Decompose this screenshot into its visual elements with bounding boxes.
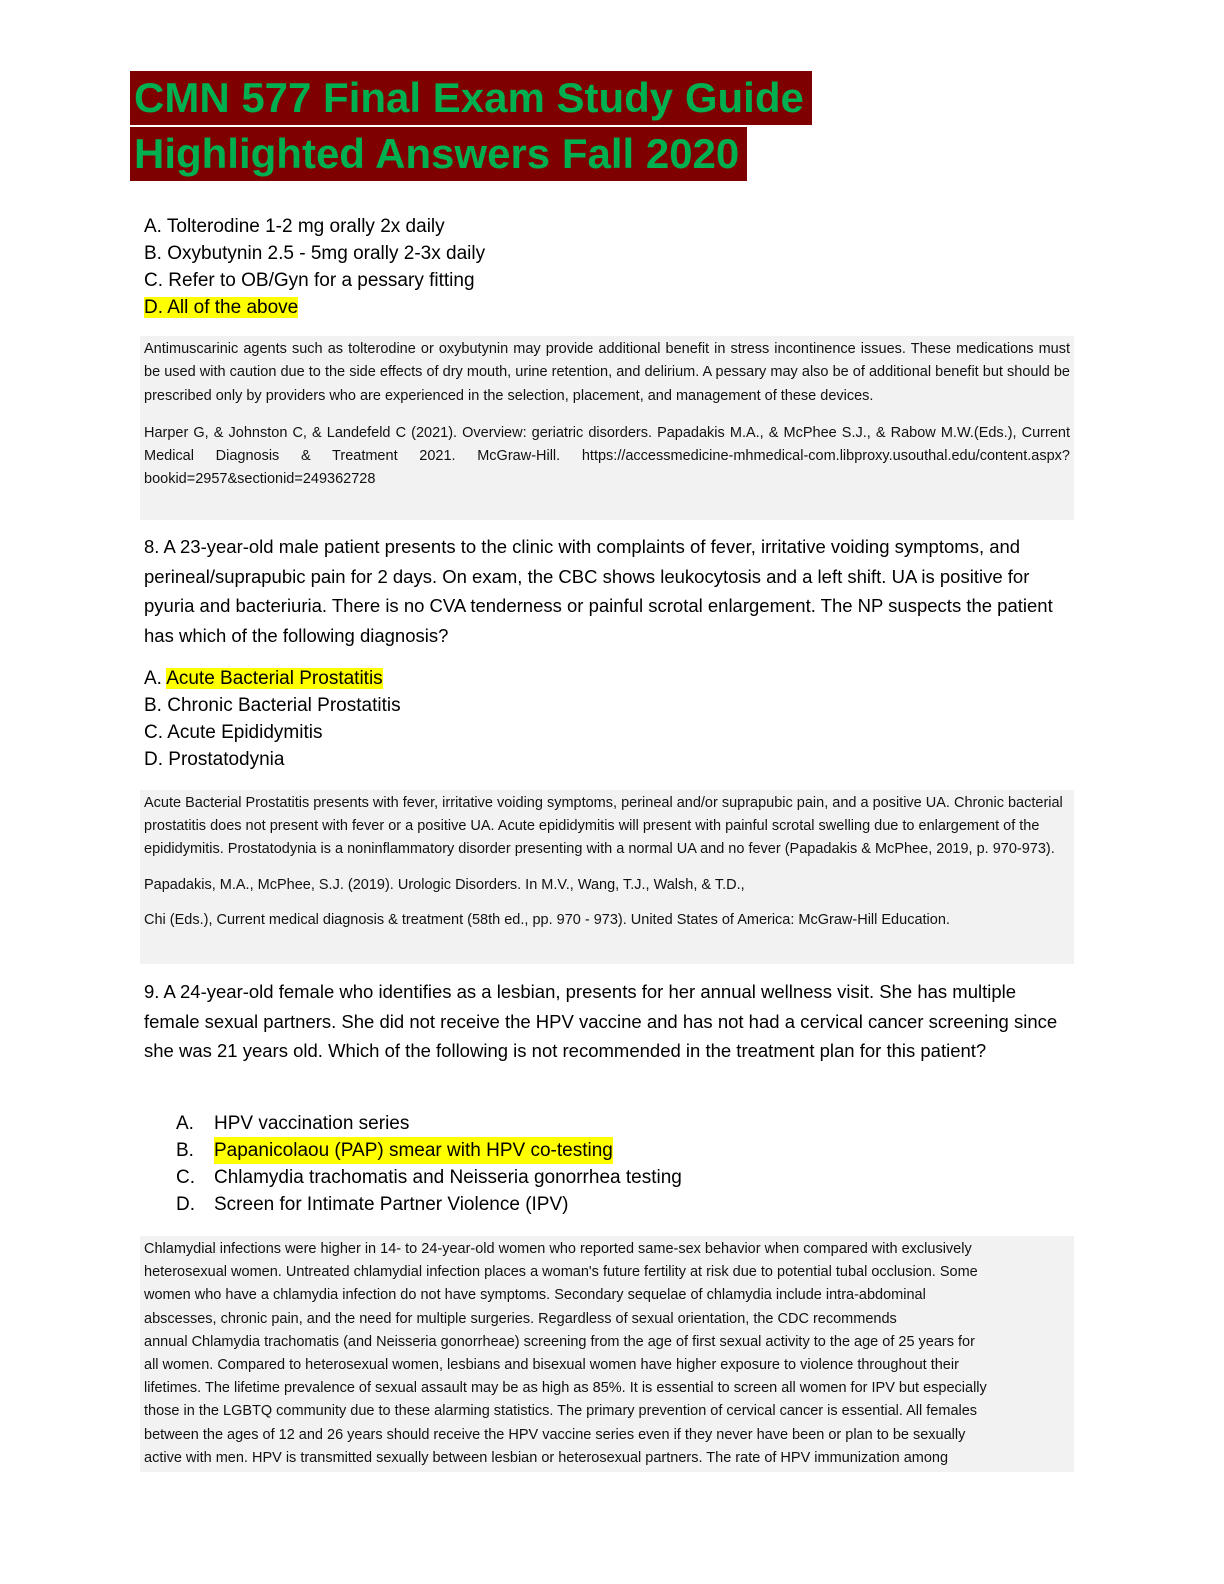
q9-explanation-line: all women. Compared to heterosexual women, lesbians and bisexual women have higher exposure to violence throughout their	[144, 1357, 959, 1374]
q8-options	[144, 665, 401, 773]
q7-options	[144, 213, 485, 321]
title-line-1: CMN 577 Final Exam Study Guide	[130, 71, 812, 125]
q9-explanation-line: between the ages of 12 and 26 years should receive the HPV vaccine series even if they never have been or plan to be sexually	[144, 1426, 966, 1443]
q9-option-b: B. Papanicolaou (PAP) smear with HPV co-testing	[176, 1137, 682, 1164]
q8-explanation-box	[140, 790, 1074, 964]
q9-question: 9. A 24-year-old female who identifies as a lesbian, presents for her annual wellness visit. She has multiple female sexual partners. She did not receive the HPV vaccine and has not had a cervical cancer screening since she was 21 years old. Which of the following is not recommended in the treatment plan for this patient?	[144, 981, 1058, 1061]
q9-option-c: C. Chlamydia trachomatis and Neisseria gonorrhea testing	[176, 1167, 682, 1188]
q9-options	[176, 1110, 682, 1218]
q9-option-d: D. Screen for Intimate Partner Violence (IPV)	[176, 1194, 569, 1215]
q7-explanation-box	[140, 336, 1074, 520]
q7-option-d-correct: D. All of the above	[144, 297, 299, 318]
q8-option-a-correct: Acute Bacterial Prostatitis	[166, 668, 383, 689]
q9-option-a: A. HPV vaccination series	[176, 1113, 410, 1134]
q9-explanation-box	[140, 1236, 1074, 1472]
title-line-2: Highlighted Answers Fall 2020	[130, 127, 747, 181]
q9-explanation-line: Chlamydial infections were higher in 14- to 24-year-old women who reported same-sex behavior when compared with exclusively	[144, 1241, 972, 1257]
q7-explanation: Antimuscarinic agents such as tolterodine or oxybutynin may provide additional benefit in stress incontinence issues. These medications must be used with caution due to the side effects of dry mouth, urine retention, and delirium. A pessary may also be of additional benefit but should be prescribed only by providers who are experienced in the selection, placement, and management of these devices.	[144, 341, 1070, 404]
q7-option-b: B. Oxybutynin 2.5 - 5mg orally 2-3x daily	[144, 243, 486, 264]
q7-option-c: C. Refer to OB/Gyn for a pessary fitting	[144, 270, 475, 291]
q9-explanation-line: heterosexual women. Untreated chlamydial infection places a woman's future fertility at risk due to potential tubal occlusion. Some	[144, 1264, 978, 1281]
q9-option-b-correct: Papanicolaou (PAP) smear with HPV co-testing	[214, 1137, 613, 1164]
q9-explanation-line: those in the LGBTQ community due to these alarming statistics. The primary prevention of cervical cancer is essential. All females	[144, 1403, 978, 1420]
q9-explanation-line: women who have a chlamydia infection do not have symptoms. Secondary sequelae of chlamydia include intra-abdominal	[144, 1287, 926, 1304]
q8-reference-1: Papadakis, M.A., McPhee, S.J. (2019). Urologic Disorders. In M.V., Wang, T.J., Walsh, & T.D.,	[144, 876, 745, 893]
q8-reference-2: Chi (Eds.), Current medical diagnosis & treatment (58th ed., pp. 970 - 973). United States of America: McGraw-Hill Education.	[144, 911, 950, 928]
q7-reference: Harper G, & Johnston C, & Landefeld C (2021). Overview: geriatric disorders. Papadakis M.A., & McPhee S.J., & Rabow M.W.(Eds.), Current Medical Diagnosis & Treatment 2021. McGraw-Hill. https://accessmedicine-mhmedical-com.libproxy.usouthal.edu/content.aspx?bookid=2957&sectionid=249362728	[144, 424, 1070, 488]
q8-explanation: Acute Bacterial Prostatitis presents with fever, irritative voiding symptoms, perineal and/or suprapubic pain, and a positive UA. Chronic bacterial prostatitis does not present with fever or a positive UA. Acute epididymitis will present with painful scrotal swelling due to enlargement of the epididymitis. Prostatodynia is a noninflammatory disorder presenting with a normal UA and no fever (Papadakis & McPhee, 2019, p. 970-973).	[144, 795, 1063, 858]
q8-option-a: A. Acute Bacterial Prostatitis	[144, 668, 383, 689]
q9-explanation-line: annual Chlamydia trachomatis (and Neisseria gonorrheae) screening from the age of first sexual activity to the age of 25 years for	[144, 1333, 975, 1350]
q8-option-b: B. Chronic Bacterial Prostatitis	[144, 695, 401, 716]
q7-option-a: A. Tolterodine 1-2 mg orally 2x daily	[144, 216, 445, 237]
q9-explanation-line: lifetimes. The lifetime prevalence of sexual assault may be as high as 85%. It is essential to screen all women for IPV but especially	[144, 1380, 987, 1397]
q8-question: 8. A 23-year-old male patient presents to the clinic with complaints of fever, irritative voiding symptoms, and perineal/suprapubic pain for 2 days. On exam, the CBC shows leukocytosis and a left shift. UA is positive for pyuria and bacteriuria. There is no CVA tenderness or painful scrotal enlargement. The NP suspects the patient has which of the following diagnosis?	[144, 536, 1053, 646]
q8-option-d: D. Prostatodynia	[144, 749, 285, 770]
q9-explanation-line: abscesses, chronic pain, and the need for multiple surgeries. Regardless of sexual orientation, the CDC recommends	[144, 1310, 897, 1327]
q8-option-c: C. Acute Epididymitis	[144, 722, 323, 743]
q9-explanation-line: active with men. HPV is transmitted sexually between lesbian or heterosexual partners. The rate of HPV immunization among	[144, 1449, 949, 1466]
